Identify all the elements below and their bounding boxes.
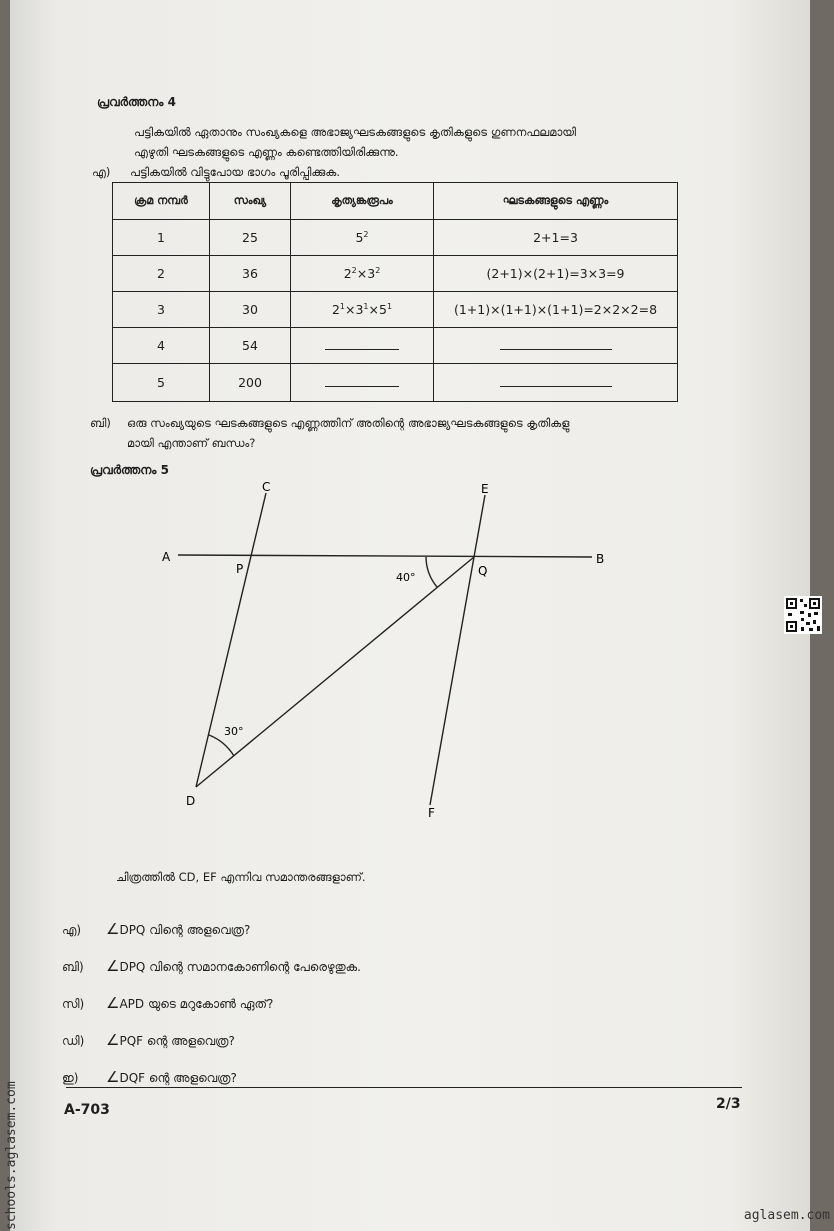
- table-row: [113, 256, 678, 292]
- part-b-line1: ഒരു സംഖ്യയുടെ ഘടകങ്ങളുടെ എണ്ണത്തിന് അതിന്റെ അഭാജ്യഘടകങ്ങളുടെ കൃതികളു: [127, 416, 570, 430]
- parallel-statement: ചിത്രത്തിൽ CD, EF എന്നിവ സമാന്തരങ്ങളാണ്.: [116, 870, 366, 884]
- cell-power-form: $2^2\times 3^2$: [291, 256, 434, 292]
- cell-number: 54: [210, 328, 291, 364]
- footer-rule: [66, 1087, 742, 1088]
- side-watermark: schools.aglasem.com: [4, 1081, 19, 1230]
- cell-serial: 3: [113, 292, 210, 328]
- activity4-title: പ്രവർത്തനം 4: [97, 95, 176, 109]
- qr-code-icon: [784, 596, 822, 634]
- geometry-figure: [150, 475, 620, 825]
- header-serial: ക്രമ നമ്പർ: [113, 183, 210, 220]
- label-b: B: [596, 552, 605, 566]
- list-item: ഡി) ∠PQF ന്റെ അളവെത്ര?: [62, 1031, 235, 1049]
- cell-factor-count-blank[interactable]: [434, 328, 678, 364]
- part-a-text: പട്ടികയിൽ വിട്ടുപോയ ഭാഗം പൂരിപ്പിക്കുക.: [130, 165, 341, 179]
- label-e: E: [481, 482, 489, 496]
- angle-arc-d: [209, 735, 234, 756]
- activity4-intro-line1: പട്ടികയിൽ ഏതാനും സംഖ്യകളെ അഭാജ്യഘടകങ്ങളുടെ കൃതികളുടെ ഗുണനഫലമായി: [134, 125, 577, 139]
- activity4-intro-line2: എഴുതി ഘടകങ്ങളുടെ എണ്ണം കണ്ടെത്തിയിരിക്കുന്നു.: [134, 145, 399, 159]
- header-power-form: കൃത്യങ്കരൂപം: [291, 183, 434, 220]
- angle-q-value: 40°: [396, 571, 416, 584]
- part-b-line2: മായി എന്താണ് ബന്ധം?: [127, 436, 256, 450]
- corner-watermark: aglasem.com: [743, 1208, 830, 1223]
- cell-number: 30: [210, 292, 291, 328]
- cell-power-form: $5^2$: [291, 220, 434, 256]
- cell-number: 36: [210, 256, 291, 292]
- table-row: [113, 328, 678, 364]
- label-q: Q: [478, 564, 488, 578]
- cell-factor-count: (1+1)×(1+1)×(1+1)=2×2×2=8: [434, 292, 678, 328]
- table-header-row: [113, 183, 678, 220]
- angle-arc-q: [426, 557, 437, 587]
- cell-power-form: $2^1\times 3^1\times 5^1$: [291, 292, 434, 328]
- list-item: എ) ∠DPQ വിന്റെ അളവെത്ര?: [62, 920, 251, 938]
- cell-serial: 2: [113, 256, 210, 292]
- header-number: സംഖ്യ: [210, 183, 291, 220]
- list-item: ബി) ∠DPQ വിന്റെ സമാനകോണിന്റെ പേരെഴുതുക.: [62, 957, 361, 975]
- list-item: ഇ) ∠DQF ന്റെ അളവെത്ര?: [62, 1068, 237, 1086]
- cell-factor-count: 2+1=3: [434, 220, 678, 256]
- list-item: സി) ∠APD യുടെ മറുകോൺ ഏത്?: [62, 994, 274, 1012]
- part-a-label: എ): [92, 165, 111, 179]
- table-row: [113, 364, 678, 402]
- prime-factor-table: [112, 182, 678, 402]
- paper-code: A-703: [64, 1102, 110, 1118]
- cell-factor-count-blank[interactable]: [434, 364, 678, 402]
- label-p: P: [236, 562, 244, 576]
- table-row: [113, 292, 678, 328]
- part-b-label: ബി): [90, 416, 111, 430]
- cell-power-form-blank[interactable]: [291, 328, 434, 364]
- cell-serial: 1: [113, 220, 210, 256]
- cell-serial: 5: [113, 364, 210, 402]
- cell-power-form-blank[interactable]: [291, 364, 434, 402]
- table-row: [113, 220, 678, 256]
- line-ef: [430, 495, 488, 805]
- line-ab: [178, 555, 592, 557]
- label-a: A: [162, 550, 171, 564]
- line-cd: [196, 493, 266, 787]
- cell-factor-count: (2+1)×(2+1)=3×3=9: [434, 256, 678, 292]
- question-list: [62, 911, 361, 1096]
- cell-serial: 4: [113, 328, 210, 364]
- label-d: D: [186, 794, 196, 808]
- label-f: F: [428, 806, 435, 820]
- angle-d-value: 30°: [224, 725, 244, 738]
- cell-number: 25: [210, 220, 291, 256]
- activity5-title: പ്രവർത്തനം 5: [90, 463, 169, 477]
- header-factor-count: ഘടകങ്ങളുടെ എണ്ണം: [434, 183, 678, 220]
- cell-number: 200: [210, 364, 291, 402]
- page-number: 2/3: [716, 1096, 741, 1112]
- label-c: C: [262, 480, 271, 494]
- segment-dq: [196, 557, 474, 787]
